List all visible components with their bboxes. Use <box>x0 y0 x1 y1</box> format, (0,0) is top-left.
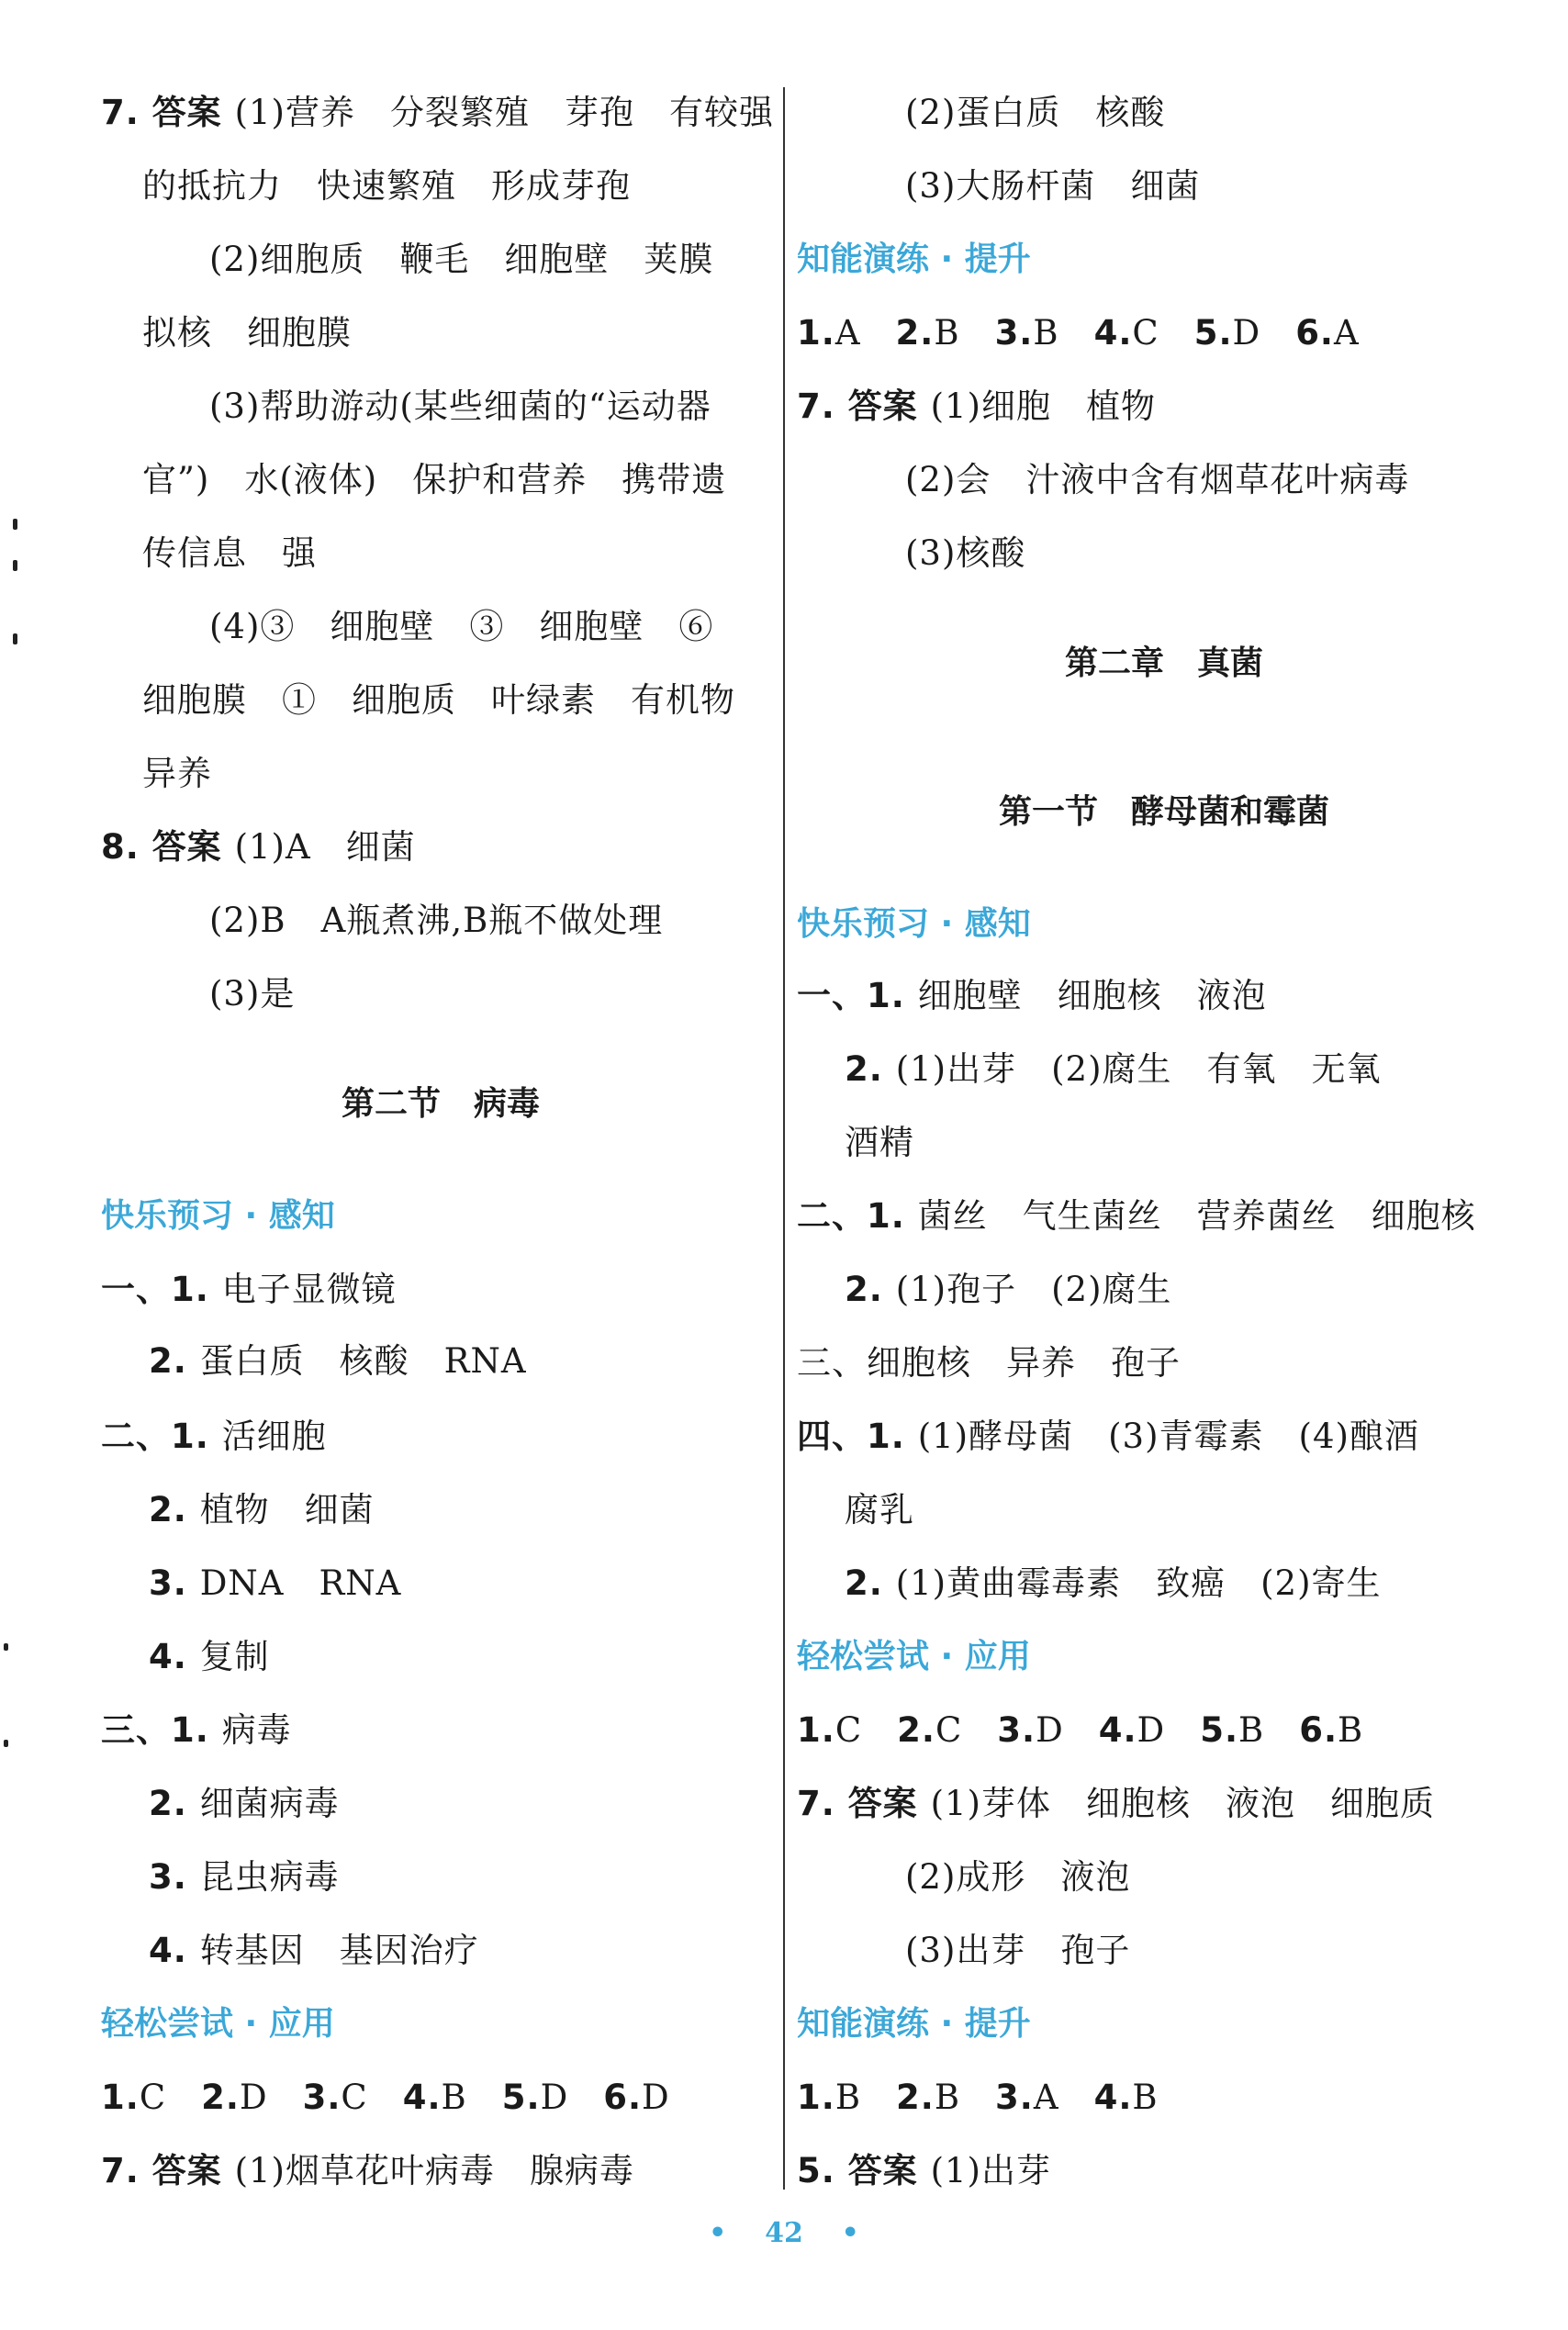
subsection-heading: 知能演练 · 提升 <box>797 241 1031 278</box>
item-number: 2. <box>845 1270 896 1309</box>
item-number: 2. <box>845 1563 896 1603</box>
answer-text: 传信息 强 <box>142 533 317 573</box>
answer-line <box>845 1487 914 1533</box>
answer-text: (2)B A瓶煮沸,B瓶不做处理 <box>209 901 664 940</box>
answer-text: (1)芽体 细胞核 液泡 细胞质 <box>930 1784 1435 1823</box>
answer-line <box>101 1414 327 1460</box>
answer-line <box>101 824 416 870</box>
answer-line <box>149 1781 340 1827</box>
answer-text: 细胞壁 细胞核 液泡 <box>917 976 1267 1015</box>
answer-text: (2)会 汁液中含有烟草花叶病毒 <box>905 460 1410 499</box>
answer-line <box>101 2075 670 2121</box>
answer-line <box>905 163 1200 209</box>
answer-text: (1)黄曲霉毒素 致癌 (2)寄生 <box>895 1563 1382 1603</box>
item-number: 三、1. <box>101 1710 222 1750</box>
item-number: 2. <box>149 1341 200 1381</box>
answer-text: 三、细胞核 异养 孢子 <box>797 1343 1181 1383</box>
answer-text: 菌丝 气生菌丝 营养菌丝 细胞核 <box>917 1196 1476 1236</box>
answer-text: (1)营养 分裂繁殖 芽孢 有较强 <box>234 93 774 132</box>
answer-text: (1)出芽 (2)腐生 有氧 无氧 <box>895 1049 1382 1089</box>
answer-line <box>797 1340 1181 1386</box>
answer-line <box>797 384 1156 430</box>
answer-line <box>142 531 317 577</box>
subsection-heading: 知能演练 · 提升 <box>797 2005 1031 2043</box>
subsection-heading: 轻松尝试 · 应用 <box>797 1638 1031 1675</box>
subsection-heading: 轻松尝试 · 应用 <box>101 2005 335 2043</box>
answer-text: 酒精 <box>845 1123 914 1162</box>
scan-mark <box>13 633 17 644</box>
answer-text: (3)帮助游动(某些细菌的“运动器 <box>209 386 711 426</box>
answer-line <box>142 457 726 503</box>
answer-line <box>101 90 774 136</box>
answer-text: 的抵抗力 快速繁殖 形成芽孢 <box>142 166 631 206</box>
section-title: 第二节 病毒 <box>341 1085 540 1123</box>
answer-line <box>142 310 352 356</box>
answer-line <box>149 1928 479 1974</box>
answer-text: (4)③ 细胞壁 ③ 细胞壁 ⑥ <box>209 607 714 646</box>
answer-line <box>905 1854 1130 1900</box>
answer-text: 昆虫病毒 <box>199 1857 340 1897</box>
answer-text: (1)出芽 <box>930 2151 1051 2190</box>
answer-line <box>797 2075 1159 2121</box>
section-title: 第二章 真菌 <box>1064 644 1263 682</box>
answer-text: 蛋白质 核酸 RNA <box>199 1341 527 1381</box>
answer-label: 答案 <box>847 386 931 426</box>
answer-text: (1)细胞 植物 <box>930 386 1156 426</box>
answer-line <box>797 310 1360 356</box>
answer-label: 答案 <box>151 2151 235 2190</box>
answer-line <box>797 973 1267 1019</box>
answer-text: 植物 细菌 <box>199 1490 375 1529</box>
answer-label: 答案 <box>847 1784 931 1823</box>
answer-line <box>101 1708 292 1753</box>
item-number: 7. <box>101 93 152 132</box>
page-number: • 42 • <box>709 2217 859 2249</box>
answer-line <box>149 1854 340 1900</box>
answer-line <box>905 1928 1130 1974</box>
answer-line <box>797 2148 1051 2194</box>
answer-text: (3)大肠杆菌 细菌 <box>905 166 1201 206</box>
answer-label: 答案 <box>151 827 235 867</box>
item-number: 7. <box>797 386 848 426</box>
answer-label: 答案 <box>151 93 235 132</box>
answer-text: 转基因 基因治疗 <box>199 1931 479 1970</box>
answer-line <box>905 90 1165 136</box>
answer-line <box>905 457 1409 503</box>
section-title: 第一节 酵母菌和霉菌 <box>998 793 1329 831</box>
answer-line <box>149 1634 270 1680</box>
answer-line <box>845 1561 1382 1607</box>
answer-text: (3)是 <box>209 974 296 1014</box>
answer-line <box>797 1708 1363 1753</box>
answer-line <box>797 1781 1435 1827</box>
answer-line <box>149 1487 375 1533</box>
item-number: 2. <box>149 1490 200 1529</box>
answer-text: 1.C 2.C 3.D 4.D 5.B 6.B <box>797 1710 1364 1750</box>
answer-line <box>149 1561 401 1607</box>
answer-line <box>905 531 1025 577</box>
answer-text: 1.A 2.B 3.B 4.C 5.D 6.A <box>797 313 1360 353</box>
item-number: 2. <box>845 1049 896 1089</box>
item-number: 四、1. <box>797 1417 918 1456</box>
answer-text: (1)A 细菌 <box>234 827 416 867</box>
item-number: 8. <box>101 827 152 867</box>
item-number: 一、1. <box>797 976 918 1015</box>
answer-line <box>209 898 663 944</box>
answer-text: 细菌病毒 <box>199 1784 340 1823</box>
answer-line <box>845 1047 1382 1092</box>
column-divider <box>783 87 785 2190</box>
item-number: 7. <box>797 1784 848 1823</box>
answer-text: 活细胞 <box>221 1417 327 1456</box>
answer-line <box>149 1339 527 1384</box>
item-number: 2. <box>149 1784 200 1823</box>
answer-line <box>142 163 631 209</box>
answer-text: 官”) 水(液体) 保护和营养 携带遗 <box>142 460 727 499</box>
answer-text: (2)成形 液泡 <box>905 1857 1131 1897</box>
answer-text: (3)核酸 <box>905 533 1026 573</box>
answer-line <box>797 1414 1419 1460</box>
item-number: 5. <box>797 2151 848 2190</box>
answer-text: (1)酵母菌 (3)青霉素 (4)酿酒 <box>917 1417 1419 1456</box>
scan-mark <box>13 560 17 571</box>
scan-mark <box>4 1643 8 1651</box>
answer-text: (1)烟草花叶病毒 腺病毒 <box>234 2151 634 2190</box>
answer-line <box>797 1193 1476 1239</box>
answer-text: (1)孢子 (2)腐生 <box>895 1270 1172 1309</box>
answer-text: 腐乳 <box>845 1490 914 1529</box>
answer-line <box>142 751 212 797</box>
answer-line <box>209 237 713 283</box>
subsection-heading: 快乐预习 · 感知 <box>797 905 1031 943</box>
item-number: 3. <box>149 1563 200 1603</box>
scan-mark <box>13 519 17 530</box>
answer-text: 细胞膜 ① 细胞质 叶绿素 有机物 <box>142 680 735 720</box>
answer-text: 拟核 细胞膜 <box>142 313 352 353</box>
answer-line <box>101 1267 397 1313</box>
answer-line <box>142 678 735 723</box>
answer-text: 异养 <box>142 754 212 793</box>
answer-line <box>845 1267 1172 1313</box>
answer-text: 1.B 2.B 3.A 4.B <box>797 2078 1159 2117</box>
answer-line <box>101 2148 634 2194</box>
answer-line <box>845 1120 914 1166</box>
answer-text: (2)细胞质 鞭毛 细胞壁 荚膜 <box>209 240 714 279</box>
item-number: 3. <box>149 1857 200 1897</box>
answer-line <box>209 604 713 650</box>
answer-text: 1.C 2.D 3.C 4.B 5.D 6.D <box>101 2078 670 2117</box>
answer-text: 电子显微镜 <box>221 1270 397 1309</box>
answer-line <box>209 971 295 1017</box>
answer-text: (3)出芽 孢子 <box>905 1931 1131 1970</box>
item-number: 二、1. <box>101 1417 222 1456</box>
answer-label: 答案 <box>847 2151 931 2190</box>
item-number: 4. <box>149 1931 200 1970</box>
item-number: 一、1. <box>101 1270 222 1309</box>
answer-line <box>209 384 711 430</box>
answer-text: 病毒 <box>221 1710 292 1750</box>
subsection-heading: 快乐预习 · 感知 <box>101 1197 335 1235</box>
item-number: 二、1. <box>797 1196 918 1236</box>
item-number: 7. <box>101 2151 152 2190</box>
answer-text: 复制 <box>199 1637 270 1676</box>
scan-mark <box>4 1740 8 1747</box>
answer-text: (2)蛋白质 核酸 <box>905 93 1166 132</box>
answer-text: DNA RNA <box>199 1563 402 1603</box>
item-number: 4. <box>149 1637 200 1676</box>
